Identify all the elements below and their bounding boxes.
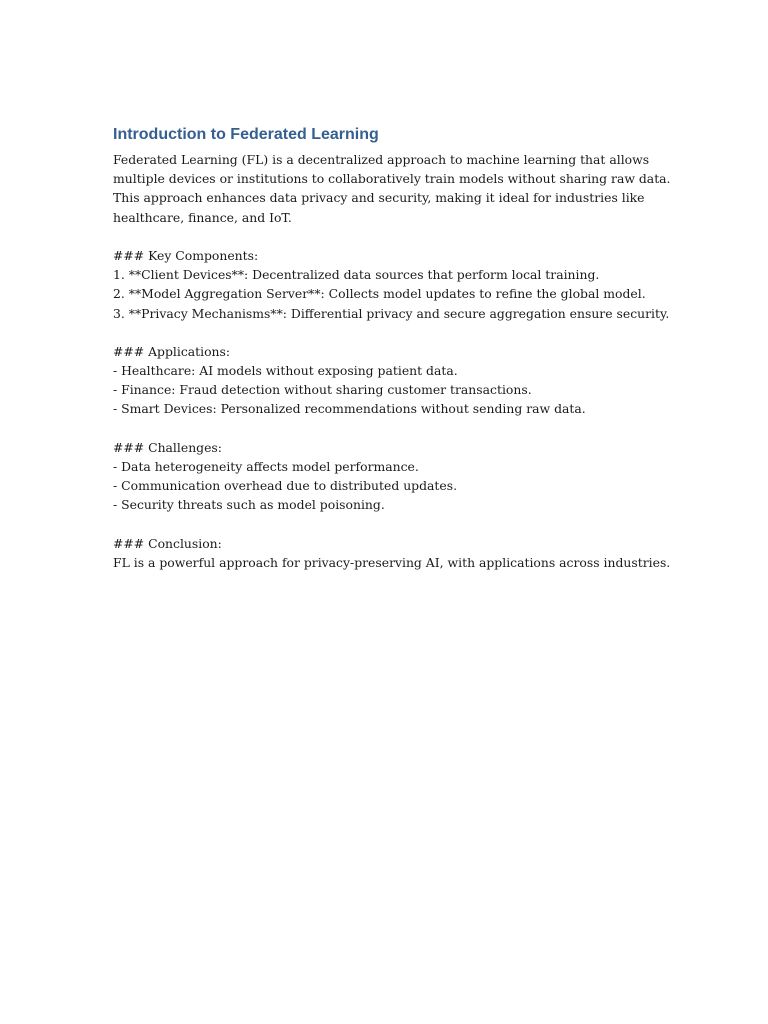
key-component-item: 2. **Model Aggregation Server**: Collects model updates to refine the global model. — [113, 286, 646, 302]
intro-line: Federated Learning (FL) is a decentralized approach to machine learning that allows — [113, 152, 650, 167]
key-component-item: 3. **Privacy Mechanisms**: Differential privacy and secure aggregation ensure security. — [113, 305, 670, 321]
document-content — [113, 124, 713, 572]
blank-line — [113, 323, 713, 342]
application-item: - Smart Devices: Personalized recommendations without sending raw data. — [113, 401, 586, 417]
intro-line: healthcare, finance, and IoT. — [113, 209, 292, 225]
application-item: - Healthcare: AI models without exposing patient data. — [113, 363, 458, 379]
conclusion-text: FL is a powerful approach for privacy-preserving AI, with applications across industries. — [113, 554, 671, 570]
key-components-title: ### Key Components: — [113, 247, 259, 263]
blank-line — [113, 515, 713, 534]
key-component-item: 1. **Client Devices**: Decentralized data sources that perform local training. — [113, 267, 600, 283]
intro-line: multiple devices or institutions to collaboratively train models without sharing raw data. — [113, 171, 671, 187]
blank-line — [113, 227, 713, 246]
document-heading: Introduction to Federated Learning — [113, 126, 379, 143]
document-body — [113, 150, 713, 572]
challenge-item: - Communication overhead due to distributed updates. — [113, 478, 458, 494]
challenge-item: - Data heterogeneity affects model performance. — [113, 459, 419, 474]
challenges-title: ### Challenges: — [113, 439, 222, 455]
challenge-item: - Security threats such as model poisoning. — [113, 497, 385, 513]
intro-line: This approach enhances data privacy and security, making it ideal for industries like — [113, 190, 645, 206]
applications-title: ### Applications: — [113, 343, 231, 359]
application-item: - Finance: Fraud detection without sharing customer transactions. — [113, 382, 532, 398]
conclusion-title: ### Conclusion: — [113, 535, 222, 551]
blank-line — [113, 419, 713, 438]
